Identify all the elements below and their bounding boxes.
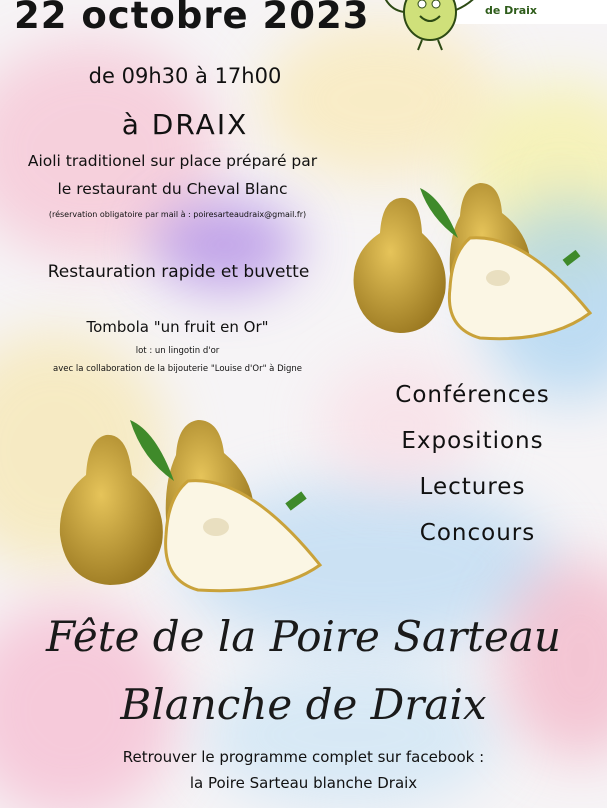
event-date: 22 octobre 2023 bbox=[14, 0, 370, 37]
aioli-reservation-note: (réservation obligatoire par mail à : poiresarteaudraix@gmail.fr) bbox=[48, 210, 307, 219]
footer-facebook-page: la Poire Sarteau blanche Draix bbox=[189, 774, 418, 792]
pears-illustration-bottom bbox=[58, 415, 323, 595]
tombola-collab: avec la collaboration de la bijouterie "Louise d'Or" à Digne bbox=[52, 364, 303, 374]
restauration-text: Restauration rapide et buvette bbox=[47, 262, 310, 282]
aioli-line-2: le restaurant du Cheval Blanc bbox=[57, 180, 288, 198]
festival-title-line-1: Fête de la Poire Sarteau bbox=[46, 612, 561, 661]
event-place: à DRAIX bbox=[121, 108, 249, 141]
logo-text: de Draix bbox=[484, 4, 537, 17]
tombola-title: Tombola "un fruit en Or" bbox=[86, 318, 269, 336]
activity-expositions: Expositions bbox=[401, 428, 544, 454]
event-hours: de 09h30 à 17h00 bbox=[88, 64, 282, 88]
pears-illustration-top bbox=[350, 178, 595, 343]
festival-title-line-2: Blanche de Draix bbox=[120, 680, 487, 729]
activity-concours: Concours bbox=[419, 520, 536, 546]
tombola-lot: lot : un lingotin d'or bbox=[135, 346, 220, 356]
pear-mascot-logo bbox=[378, 0, 488, 52]
activity-conferences: Conférences bbox=[395, 382, 550, 408]
footer-line-1: Retrouver le programme complet sur facebook : bbox=[122, 748, 485, 766]
aioli-line-1: Aioli traditionel sur place préparé par bbox=[27, 152, 318, 170]
activity-lectures: Lectures bbox=[419, 474, 526, 500]
